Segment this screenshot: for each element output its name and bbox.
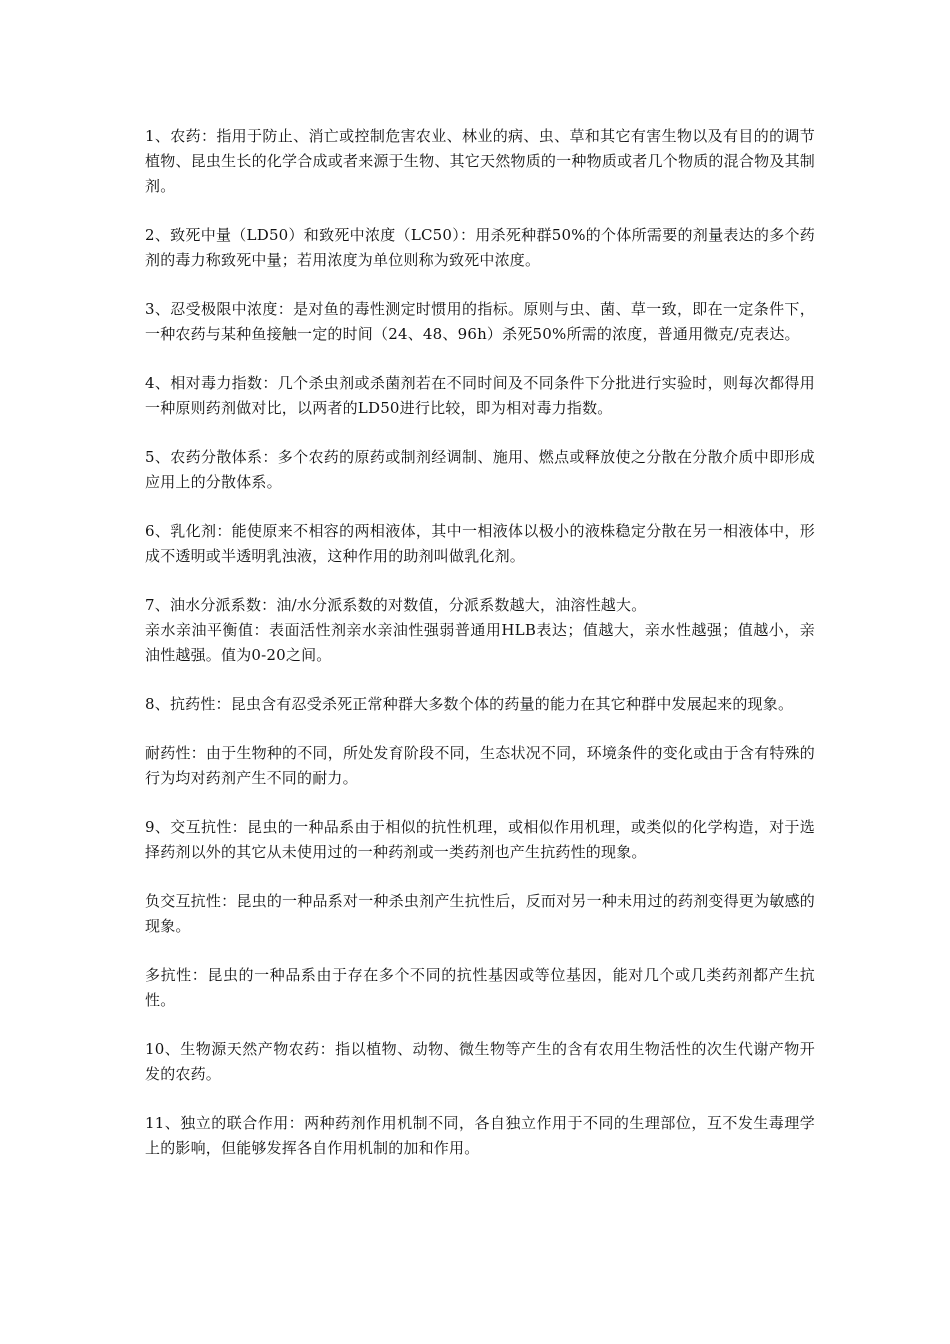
- definition-natural-product-pesticide: 10、生物源天然产物农药：指以植物、动物、微生物等产生的含有农用生物活性的次生代谢产物开发的农药。: [145, 1040, 815, 1083]
- definition-dispersion-system: 5、农药分散体系：多个农药的原药或制剂经调制、施用、燃点或释放使之分散在分散介质中即形成应用上的分散体系。: [145, 448, 815, 491]
- definition-partition-coefficient: 7、油水分派系数：油/水分派系数的对数值，分派系数越大，油溶性越大。: [145, 596, 647, 614]
- definition-relative-toxicity-index: 4、相对毒力指数：几个杀虫剂或杀菌剂若在不同时间及不同条件下分批进行实验时，则每次都得用一种原则药剂做对比，以两者的LD50进行比较，即为相对毒力指数。: [145, 374, 815, 417]
- definition-negative-cross-resistance: 负交互抗性：昆虫的一种品系对一种杀虫剂产生抗性后，反而对另一种未用过的药剂变得更为敏感的现象。: [145, 892, 815, 935]
- definition-multiple-resistance: 多抗性：昆虫的一种品系由于存在多个不同的抗性基因或等位基因，能对几个或几类药剂都产生抗性。: [145, 966, 815, 1009]
- definition-cross-resistance: 9、交互抗性：昆虫的一种品系由于相似的抗性机理，或相似作用机理，或类似的化学构造，对于选择药剂以外的其它从未使用过的一种药剂或一类药剂也产生抗药性的现象。: [145, 818, 815, 861]
- definition-emulsifier: 6、乳化剂：能使原来不相容的两相液体，其中一相液体以极小的液株稳定分散在另一相液体中，形成不透明或半透明乳浊液，这种作用的助剂叫做乳化剂。: [145, 522, 815, 565]
- document-page: [145, 124, 815, 1185]
- definition-resistance: 8、抗药性：昆虫含有忍受杀死正常种群大多数个体的药量的能力在其它种群中发展起来的现象。: [145, 695, 794, 713]
- definition-independent-joint-action: 11、独立的联合作用：两种药剂作用机制不同，各自独立作用于不同的生理部位，互不发生毒理学上的影响，但能够发挥各自作用机制的加和作用。: [145, 1114, 815, 1157]
- definition-pesticide: 1、农药：指用于防止、消亡或控制危害农业、林业的病、虫、草和其它有害生物以及有目的的调节植物、昆虫生长的化学合成或者来源于生物、其它天然物质的一种物质或者几个物质的混合物及其制剂。: [145, 127, 815, 195]
- definition-tolerance: 耐药性：由于生物种的不同，所处发育阶段不同，生态状况不同，环境条件的变化或由于含有特殊的行为均对药剂产生不同的耐力。: [145, 744, 815, 787]
- definition-hlb: 亲水亲油平衡值：表面活性剂亲水亲油性强弱普通用HLB表达；值越大，亲水性越强；值越小，亲油性越强。值为0-20之间。: [145, 621, 815, 664]
- definition-ld50-lc50: 2、致死中量（LD50）和致死中浓度（LC50）：用杀死种群50%的个体所需要的剂量表达的多个药剂的毒力称致死中量；若用浓度为单位则称为致死中浓度。: [145, 226, 815, 269]
- definition-tolerance-limit: 3、忍受极限中浓度：是对鱼的毒性测定时惯用的指标。原则与虫、菌、草一致，即在一定条件下，一种农药与某种鱼接触一定的时间（24、48、96h）杀死50%所需的浓度，普通用微克/克表达。: [145, 300, 815, 343]
